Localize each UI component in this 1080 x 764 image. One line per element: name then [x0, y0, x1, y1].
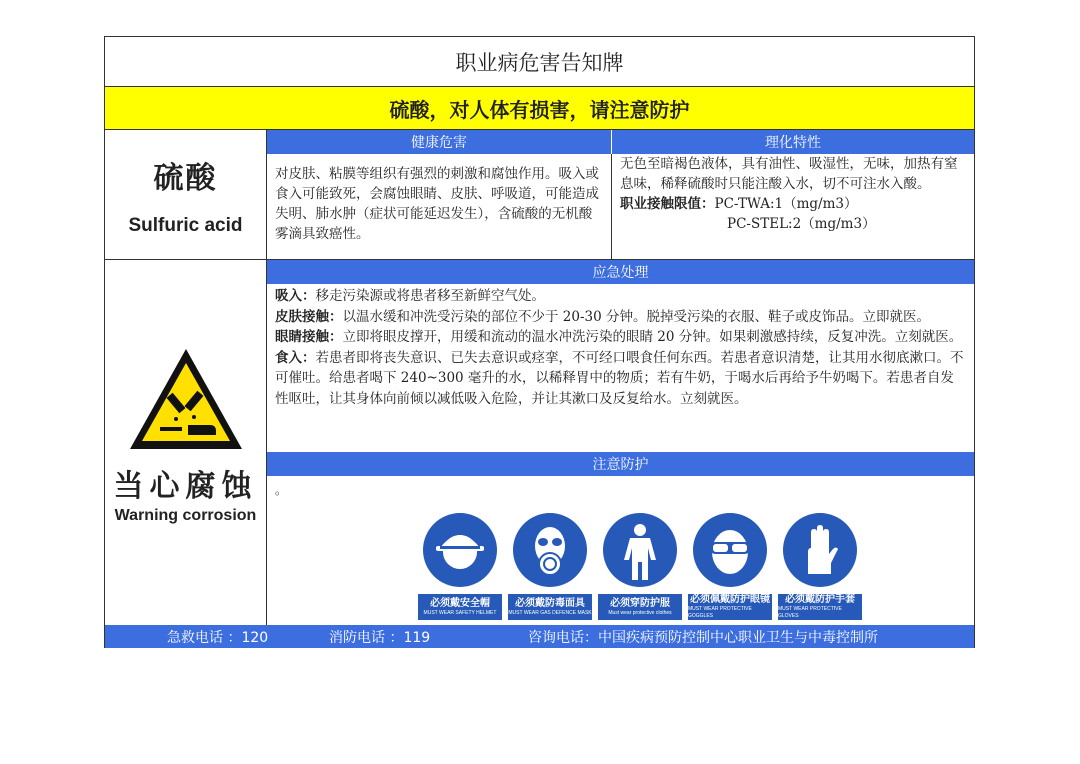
corrosion-warning-icon — [126, 345, 246, 453]
goggles-icon — [692, 512, 768, 588]
chemical-name-cn: 硫酸 — [153, 160, 218, 196]
emergency-item: 皮肤接触：以温水缓和冲洗受污染的部位不少于 20-30 分钟。脱掉受污染的衣服、鞋子或皮饰品。立即就医。 — [275, 308, 930, 325]
ppe-protective-clothes: 必须穿防护服 Must wear protective clothes — [595, 512, 685, 620]
warning-sign-cell — [105, 260, 267, 625]
chemical-name-en: Sulfuric acid — [128, 214, 243, 236]
fire-phone: 消防电话 ：119 — [329, 629, 431, 646]
gas-mask-icon — [512, 512, 588, 588]
column-divider — [266, 260, 267, 625]
twa-value: PC-TWA:1（mg/m3） — [714, 196, 858, 212]
ppe-gas-mask: 必须戴防毒面具 MUST WEAR GAS DEFENCE MASK — [505, 512, 595, 620]
protection-note: 。 — [275, 483, 288, 497]
chemical-name-cell — [105, 130, 267, 260]
emergency-text — [267, 284, 974, 452]
protection-header: 注意防护 — [267, 452, 974, 476]
first-aid-phone: 急救电话 ：120 — [167, 629, 269, 646]
protective-clothes-icon — [602, 512, 678, 588]
consult-phone: 咨询电话：中国疾病预防控制中心职业卫生与中毒控制所 — [528, 629, 878, 646]
caution-text-cn: 当心腐蚀 — [113, 469, 258, 504]
properties-text: 无色至暗褐色液体，具有油性、吸湿性，无味，加热有窒息味，稀释硫酸时只能注酸入水，切不可注水入酸。 — [620, 156, 958, 192]
ppe-gloves: 必须戴防护手套 MUST WEAR PROTECTIVE GLOVES — [775, 512, 865, 620]
health-hazard-header: 健康危害 — [267, 130, 612, 154]
ppe-helmet: 必须戴安全帽 MUST WEAR SAFETY HELMET — [415, 512, 505, 620]
emergency-item: 眼睛接触：立即将眼皮撑开，用缓和流动的温水冲洗污染的眼睛 20 分钟。如果刺激感持续，反复冲洗。立刻就医。 — [275, 329, 963, 345]
gloves-icon — [782, 512, 858, 588]
ppe-goggles: 必须佩戴防护眼镜 MUST WEAR PROTECTIVE GOGGLES — [685, 512, 775, 620]
board-title: 职业病危害告知牌 — [105, 37, 974, 87]
emergency-item: 吸入：移走污染源或将患者移至新鲜空气处。 — [275, 288, 545, 304]
properties-cell — [612, 154, 974, 260]
warning-banner: 硫酸，对人体有损害，请注意防护 — [105, 87, 974, 130]
notice-board — [104, 36, 975, 648]
properties-header: 理化特性 — [612, 130, 974, 154]
emergency-header: 应急处理 — [267, 260, 974, 284]
helmet-icon — [422, 512, 498, 588]
exposure-limit-label: 职业接触限值： — [620, 196, 715, 212]
health-hazard-text: 对皮肤、粘膜等组织有强烈的刺激和腐蚀作用。吸入或食入可能致死，会腐蚀眼睛、皮肤、呼吸道，可能造成失明、肺水肿（症状可能延迟发生），含硫酸的无机酸雾滴具致癌性。 — [267, 154, 612, 260]
contact-footer — [105, 625, 974, 648]
emergency-item: 食入：若患者即将丧失意识、已失去意识或痉挛，不可经口喂食任何东西。若患者意识清楚，让其用水彻底漱口。不可催吐。给患者喝下 240~300 毫升的水，以稀释胃中的物质；若有牛奶，于喝水后再给予牛奶喝下。若患者自发性呕吐，让其身体向前倾以减低吸入危险，并让其漱口及反复给水。立刻就医。 — [275, 349, 964, 407]
stel-value: PC-STEL:2（mg/m3） — [727, 216, 876, 232]
caution-text-en: Warning corrosion — [114, 507, 257, 524]
